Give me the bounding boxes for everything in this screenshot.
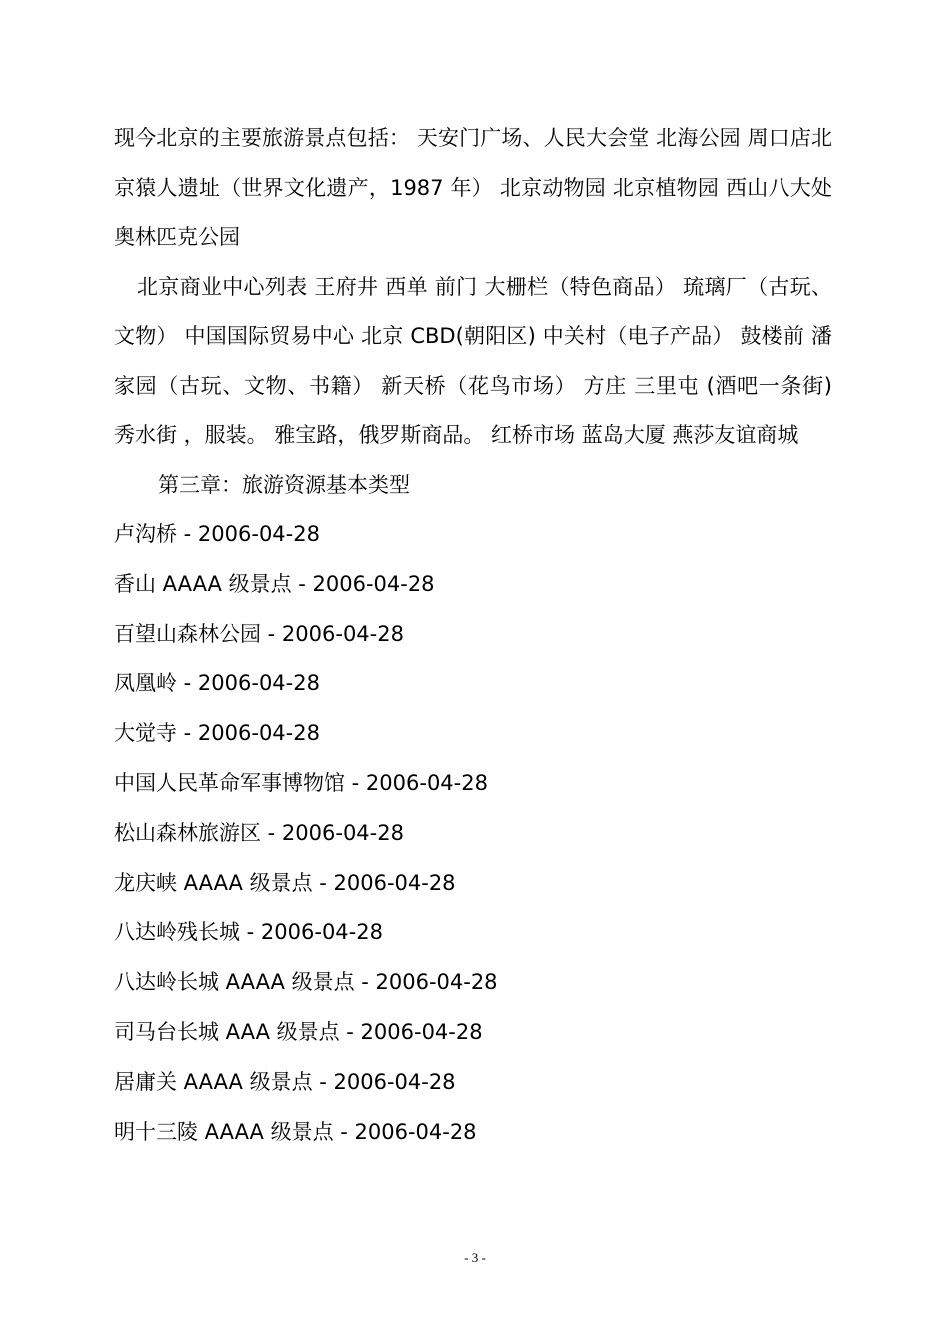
list-item: 大觉寺 - 2006-04-28 [114, 721, 320, 746]
list-item: 八达岭长城 AAAA 级景点 - 2006-04-28 [114, 970, 498, 995]
page-content [114, 114, 832, 1157]
list-item: 卢沟桥 - 2006-04-28 [114, 522, 320, 546]
list-item: 八达岭残长城 - 2006-04-28 [114, 920, 383, 945]
list-item: 香山 AAAA 级景点 - 2006-04-28 [114, 571, 435, 596]
list-item: 司马台长城 AAA 级景点 - 2006-04-28 [114, 1019, 483, 1044]
list-item: 松山森林旅游区 - 2006-04-28 [114, 820, 404, 845]
list-item: 凤凰岭 - 2006-04-28 [114, 671, 320, 696]
list-item: 百望山森林公园 - 2006-04-28 [114, 621, 404, 646]
chapter-heading: 第三章：旅游资源基本类型 [158, 472, 410, 497]
shopping-paragraph: 北京商业中心列表 王府井 西单 前门 大栅栏（特色商品） 琉璃厂（古玩、文物） 中国国际贸易中心 北京 CBD(朝阳区) 中关村（电子产品） 鼓楼前 潘家园（古玩、文物、书籍） 新天桥（花鸟市场） 方庄 三里屯 (酒吧一条街) 秀水街 ，服装。 雅宝路，俄罗斯商品。 红桥市场 蓝岛大厦 燕莎友谊商城 [114, 274, 832, 447]
list-item: 居庸关 AAAA 级景点 - 2006-04-28 [114, 1069, 456, 1094]
list-item: 中国人民革命军事博物馆 - 2006-04-28 [114, 770, 488, 795]
list-item: 龙庆峡 AAAA 级景点 - 2006-04-28 [114, 870, 456, 895]
list-item: 明十三陵 AAAA 级景点 - 2006-04-28 [114, 1119, 477, 1144]
page-number: - 3 - [464, 1250, 486, 1265]
site-list [114, 510, 832, 1157]
attractions-paragraph: 现今北京的主要旅游景点包括： 天安门广场、人民大会堂 北海公园 周口店北京猿人遗址（世界文化遗产，1987 年） 北京动物园 北京植物园 西山八大处 奥林匹克公园 [114, 126, 832, 249]
